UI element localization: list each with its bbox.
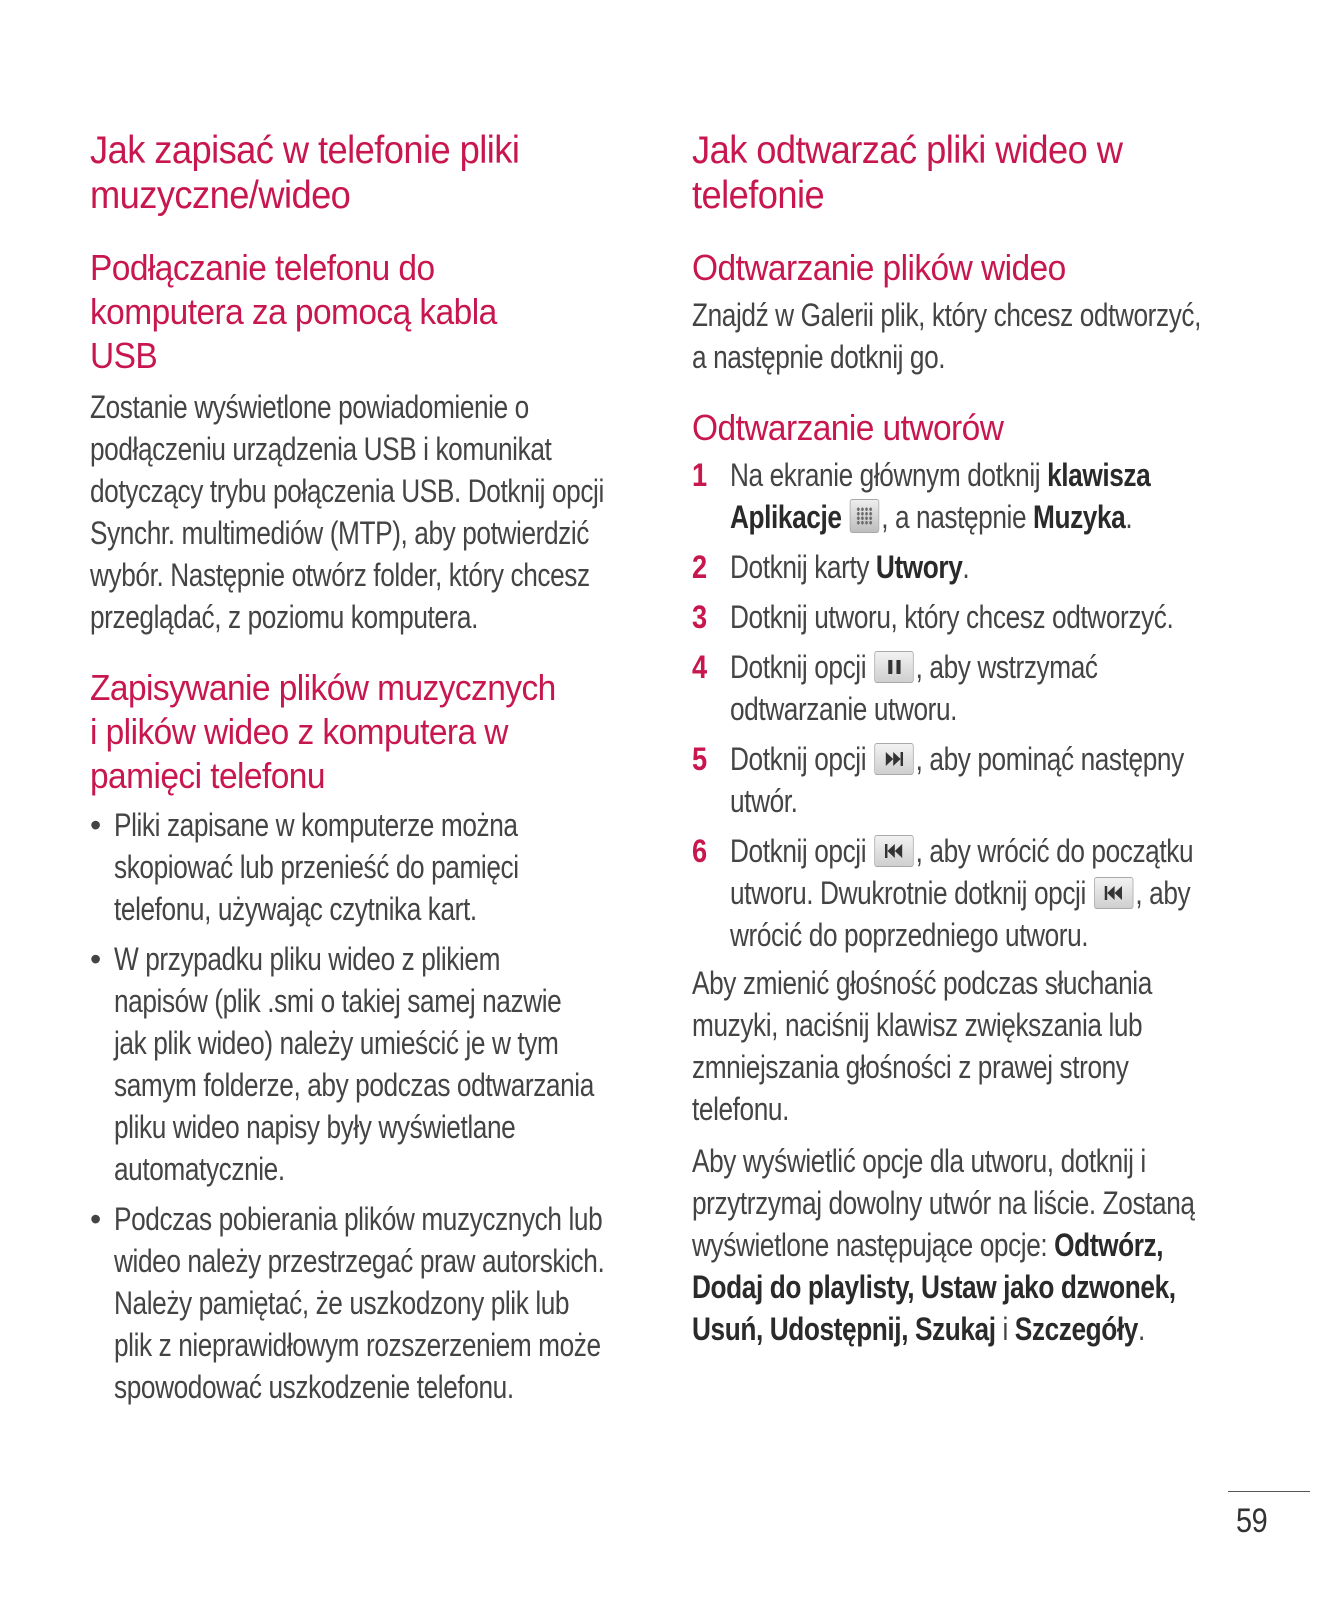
next-track-icon <box>875 743 914 775</box>
step-number: 2 <box>692 549 708 585</box>
apps-grid-icon <box>850 499 880 533</box>
subheading-play-video-files: Odtwarzanie plików wideo <box>692 247 1066 288</box>
section-title-save-files: Jak zapisać w telefonie pliki muzyczne/wideo <box>90 129 520 217</box>
left-column <box>90 128 660 1408</box>
bullet-item: • W przypadku pliku wideo z plikiem napisów (plik .smi o takiej samej nazwie jak plik wideo) należy umieścić je w tym samym folderze, aby podczas odtwarzania pliku wideo napisy były wyświetlane automatycznie. <box>90 938 660 1190</box>
step-item: 2 Dotknij karty Utwory. <box>692 546 1272 588</box>
bullet-dot: • <box>90 1201 102 1237</box>
previous-track-icon <box>1094 877 1133 909</box>
usb-connect-paragraph: Zostanie wyświetlone powiadomienie o podłączeniu urządzenia USB i komunikat dotyczący trybu połączenia USB. Dotknij opcji Synchr. multimediów (MTP), aby potwierdzić wybór. Następnie otwórz folder, który chcesz przeglądać, z poziomu komputera. <box>90 389 604 635</box>
bullet-item: • Pliki zapisane w komputerze można skopiować lub przenieść do pamięci telefonu, używając czytnika kart. <box>90 804 660 930</box>
subheading-play-songs: Odtwarzanie utworów <box>692 407 1004 448</box>
subheading-usb-connect: Podłączanie telefonu do komputera za pomocą kabla USB <box>90 247 497 376</box>
pause-icon <box>875 651 914 683</box>
options-paragraph: Aby wyświetlić opcje dla utworu, dotknij i przytrzymaj dowolny utwór na liście. Zostaną wyświetlone następujące opcje: Odtwórz, Dodaj do playlisty, Ustaw jako dzwonek, Usuń, Udostępnij, Szukaj i Szczegóły. <box>692 1143 1195 1347</box>
step-number: 5 <box>692 741 708 777</box>
bullet-item: • Podczas pobierania plików muzycznych lub wideo należy przestrzegać praw autorskich. Należy pamiętać, że uszkodzony plik lub plik z nieprawidłowym rozszerzeniem może spowodować uszkodzenie telefonu. <box>90 1198 660 1408</box>
volume-paragraph: Aby zmienić głośność podczas słuchania muzyki, naciśnij klawisz zwiększania lub zmniejszania głośności z prawej strony telefonu. <box>692 965 1152 1127</box>
step-item: 3 Dotknij utworu, który chcesz odtworzyć. <box>692 596 1272 638</box>
step-number: 1 <box>692 457 708 493</box>
bullet-dot: • <box>90 807 102 843</box>
step-item: 1 Na ekranie głównym dotknij klawisza Aplikacje , a następnie Muzyka. <box>692 454 1272 538</box>
footer-divider <box>1228 1491 1310 1492</box>
step-item: 4 Dotknij opcji , aby wstrzymać odtwarzanie utworu. <box>692 646 1272 730</box>
bullet-dot: • <box>90 941 102 977</box>
step-number: 6 <box>692 833 708 869</box>
subheading-save-from-computer: Zapisywanie plików muzycznych i plików wideo z komputera w pamięci telefonu <box>90 667 556 796</box>
step-item: 5 Dotknij opcji , aby pominąć następny utwór. <box>692 738 1272 822</box>
step-item: 6 Dotknij opcji , aby wrócić do początku utworu. Dwukrotnie dotknij opcji , aby wrócić do poprzedniego utworu. <box>692 830 1272 956</box>
page-number: 59 <box>1236 1502 1268 1540</box>
play-video-paragraph: Znajdź w Galerii plik, który chcesz odtworzyć, a następnie dotknij go. <box>692 297 1202 375</box>
step-number: 4 <box>692 649 708 685</box>
right-column <box>692 128 1272 1350</box>
section-title-play-video: Jak odtwarzać pliki wideo w telefonie <box>692 129 1123 217</box>
step-number: 3 <box>692 599 708 635</box>
previous-track-icon <box>875 835 914 867</box>
